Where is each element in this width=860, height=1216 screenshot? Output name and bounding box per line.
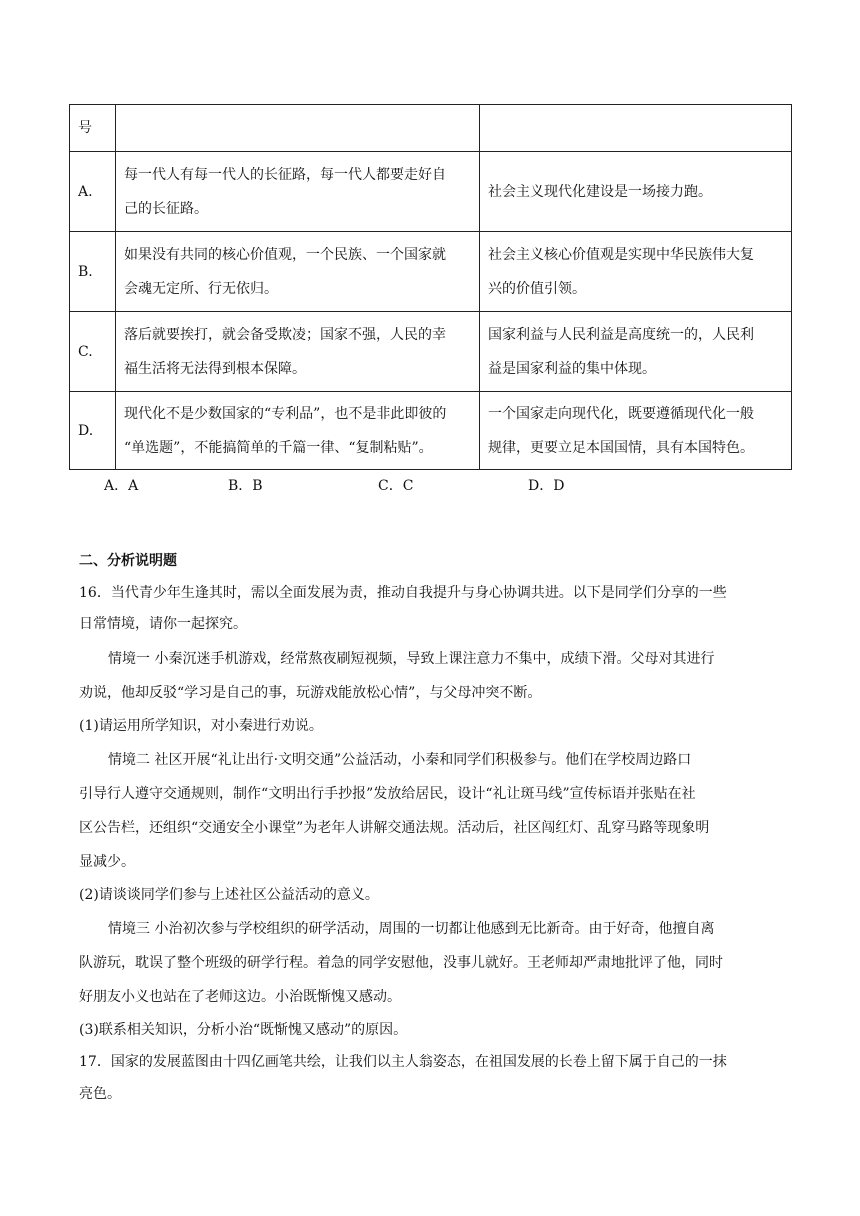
question-3: (3)联系相关知识，分析小治“既惭愧又感动”的原因。	[79, 1022, 408, 1038]
option-a: A．A	[104, 478, 139, 494]
table-cell: 每一代人有每一代人的长征路，每一代人都要走好自 己的长征路。	[116, 152, 480, 232]
table-row	[70, 312, 792, 392]
table-cell: 现代化不是少数国家的“专利品”，也不是非此即彼的 “单选题”，不能搞简单的千篇一律、“复制粘贴”。	[116, 392, 480, 470]
q17-intro-line-1: 17．国家的发展蓝图由十四亿画笔共绘，让我们以主人翁姿态，在祖国发展的长卷上留下属于自己的一抹	[79, 1054, 727, 1070]
table-cell	[116, 105, 480, 152]
option-b: B．B	[228, 478, 263, 494]
table-row	[70, 232, 792, 312]
scenario-3-line-1: 情境三 小治初次参与学校组织的研学活动，周围的一切都让他感到无比新奇。由于好奇，他擅自离	[108, 921, 715, 937]
option-d: D．D	[528, 478, 565, 494]
table-cell: 如果没有共同的核心价值观，一个民族、一个国家就 会魂无定所、行无依归。	[116, 232, 480, 312]
row-label: B.	[70, 232, 116, 312]
scenario-1-line-2: 劝说，他却反驳“学习是自己的事，玩游戏能放松心情”，与父母冲突不断。	[79, 685, 542, 701]
question-2: (2)请谈谈同学们参与上述社区公益活动的意义。	[79, 887, 379, 903]
options-table	[69, 104, 792, 470]
table-cell: 一个国家走向现代化，既要遵循现代化一般 规律，更要立足本国国情，具有本国特色。	[480, 392, 792, 470]
scenario-3-line-3: 好朋友小义也站在了老师这边。小治既惭愧又感动。	[79, 989, 401, 1005]
scenario-1-line-1: 情境一 小秦沉迷手机游戏，经常熬夜刷短视频，导致上课注意力不集中，成绩下滑。父母对其进行	[108, 651, 715, 667]
table-row	[70, 152, 792, 232]
q16-intro-line-2: 日常情境，请你一起探究。	[79, 616, 247, 632]
q16-intro-line-1: 16．当代青少年生逢其时，需以全面发展为责，推动自我提升与身心协调共进。以下是同学们分享的一些	[79, 585, 727, 601]
table-row	[70, 392, 792, 470]
row-label: A.	[70, 152, 116, 232]
table-row	[70, 105, 792, 152]
row-label: C.	[70, 312, 116, 392]
scenario-3-line-2: 队游玩，耽误了整个班级的研学行程。着急的同学安慰他，没事儿就好。王老师却严肃地批评了他，同时	[79, 955, 723, 971]
table-cell: 落后就要挨打，就会备受欺凌；国家不强，人民的幸 福生活将无法得到根本保障。	[116, 312, 480, 392]
table-header-cell: 号	[70, 105, 116, 152]
scenario-2-line-3: 区公告栏，还组织“交通安全小课堂”为老年人讲解交通法规。活动后，社区闯红灯、乱穿马路等现象明	[79, 820, 710, 836]
section-title: 二、分析说明题	[79, 553, 177, 569]
row-label: D.	[70, 392, 116, 470]
option-c: C．C	[378, 478, 414, 494]
table-cell: 社会主义核心价值观是实现中华民族伟大复 兴的价值引领。	[480, 232, 792, 312]
question-1: (1)请运用所学知识，对小秦进行劝说。	[79, 718, 323, 734]
q17-intro-line-2: 亮色。	[79, 1086, 121, 1102]
scenario-2-line-4: 显减少。	[79, 854, 135, 870]
table-cell	[480, 105, 792, 152]
table-cell: 社会主义现代化建设是一场接力跑。	[480, 152, 792, 232]
table-cell: 国家利益与人民利益是高度统一的，人民利 益是国家利益的集中体现。	[480, 312, 792, 392]
scenario-2-line-1: 情境二 社区开展“礼让出行·文明交通”公益活动，小秦和同学们积极参与。他们在学校周边路口	[108, 752, 692, 768]
scenario-2-line-2: 引导行人遵守交通规则，制作“文明出行手抄报”发放给居民，设计“礼让斑马线”宣传标语并张贴在社	[79, 786, 696, 802]
